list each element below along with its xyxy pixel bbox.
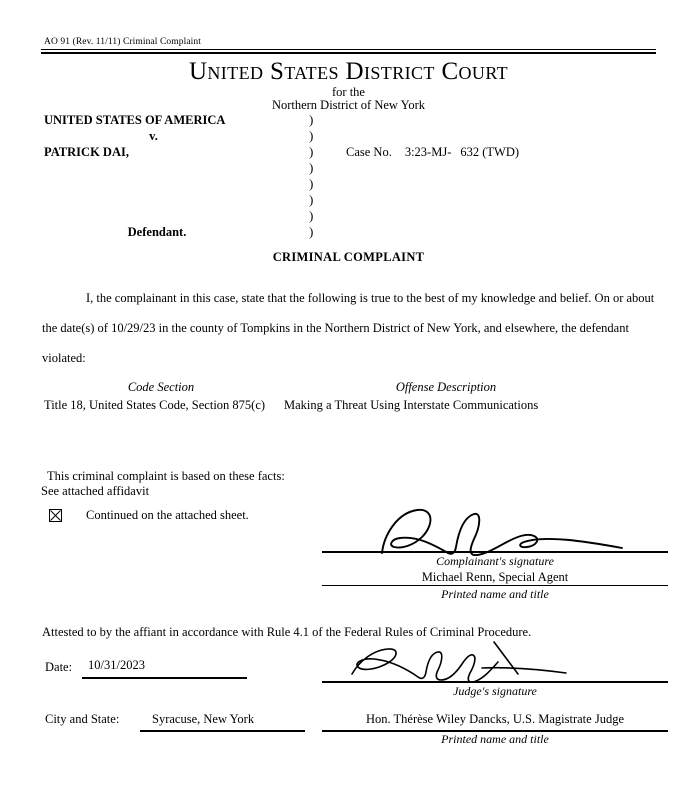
case-number-prefix: 3:23-MJ-: [404, 145, 452, 159]
caption-paren: ): [309, 128, 314, 143]
city-state-value: Syracuse, New York: [152, 712, 255, 726]
case-number-value: 632 (TWD): [460, 145, 520, 159]
date-underline: [82, 677, 247, 679]
complainant-printed-rule: [322, 585, 668, 587]
defendant-name: PATRICK DAI,: [44, 145, 129, 159]
caption-paren: ): [309, 192, 314, 207]
judge-printed-name: Hon. Thérèse Wiley Dancks, U.S. Magistrate Judge: [365, 712, 624, 726]
date-value: 10/31/2023: [88, 658, 145, 672]
checked-checkbox-icon[interactable]: [49, 509, 62, 522]
caption-paren-column: [309, 112, 339, 240]
judge-printed-caption: Printed name and title: [441, 732, 549, 746]
caption-paren: ): [309, 160, 314, 175]
city-state-label: City and State:: [45, 712, 120, 726]
facts-text: See attached affidavit: [41, 484, 150, 498]
header-rule-thin: [41, 49, 656, 50]
complaint-body-paragraph: I, the complainant in this case, state that the following is true to the best of my knowledge and belief. On or about the date(s) of 10/29/23 in the county of Tompkins in the Northern District of New York, and elsewhere, the defendant violated:: [42, 291, 655, 365]
section-heading: CRIMINAL COMPLAINT: [272, 250, 425, 264]
table-row: [41, 398, 655, 428]
court-district: Northern District of New York: [271, 98, 426, 112]
complainant-signature-rule: [322, 551, 668, 553]
attestation-text: Attested to by the affiant in accordance with Rule 4.1 of the Federal Rules of Criminal Procedure.: [42, 625, 532, 639]
date-label: Date:: [45, 660, 73, 674]
caption-paren: ): [309, 144, 314, 159]
offense-description-header: Offense Description: [395, 380, 497, 394]
case-caption: [41, 112, 656, 240]
case-number-label: Case No.: [346, 145, 392, 159]
versus-label: v.: [149, 129, 158, 143]
judge-signature-caption: Judge's signature: [453, 683, 537, 698]
code-section-value: Title 18, United States Code, Section 875(c): [44, 398, 266, 412]
form-number-label: AO 91 (Rev. 11/11) Criminal Complaint: [44, 37, 202, 47]
defendant-label: Defendant.: [127, 225, 187, 239]
offense-table: [41, 380, 655, 428]
caption-paren: ): [309, 176, 314, 191]
caption-paren: ): [309, 112, 314, 127]
offense-table-header: [41, 380, 655, 396]
complainant-signature-caption: Complainant's signature: [436, 553, 554, 568]
facts-label: This criminal complaint is based on these facts:: [47, 469, 285, 483]
complainant-printed-name: Michael Renn, Special Agent: [421, 569, 569, 584]
case-number-line: [346, 144, 519, 160]
court-for-the: for the: [332, 85, 365, 99]
caption-paren: ): [309, 224, 314, 239]
header-rule-thick: [41, 52, 656, 54]
complainant-printed-caption: Printed name and title: [441, 587, 549, 601]
caption-parties: [41, 112, 309, 240]
offense-description-value: Making a Threat Using Interstate Communications: [284, 398, 539, 412]
caption-paren: ): [309, 208, 314, 223]
city-state-underline: [140, 730, 305, 732]
judge-signature-block: [322, 681, 668, 699]
judge-signature-rule: [322, 681, 668, 683]
continued-on-sheet-label: Continued on the attached sheet.: [86, 508, 249, 522]
plaintiff-name: UNITED STATES OF AMERICA: [44, 113, 226, 127]
code-section-header: Code Section: [127, 380, 195, 394]
complainant-signature-block: [322, 551, 668, 602]
judge-signature-mark: [322, 640, 668, 685]
court-title: United States District Court: [188, 58, 509, 85]
form-header: [41, 36, 656, 54]
